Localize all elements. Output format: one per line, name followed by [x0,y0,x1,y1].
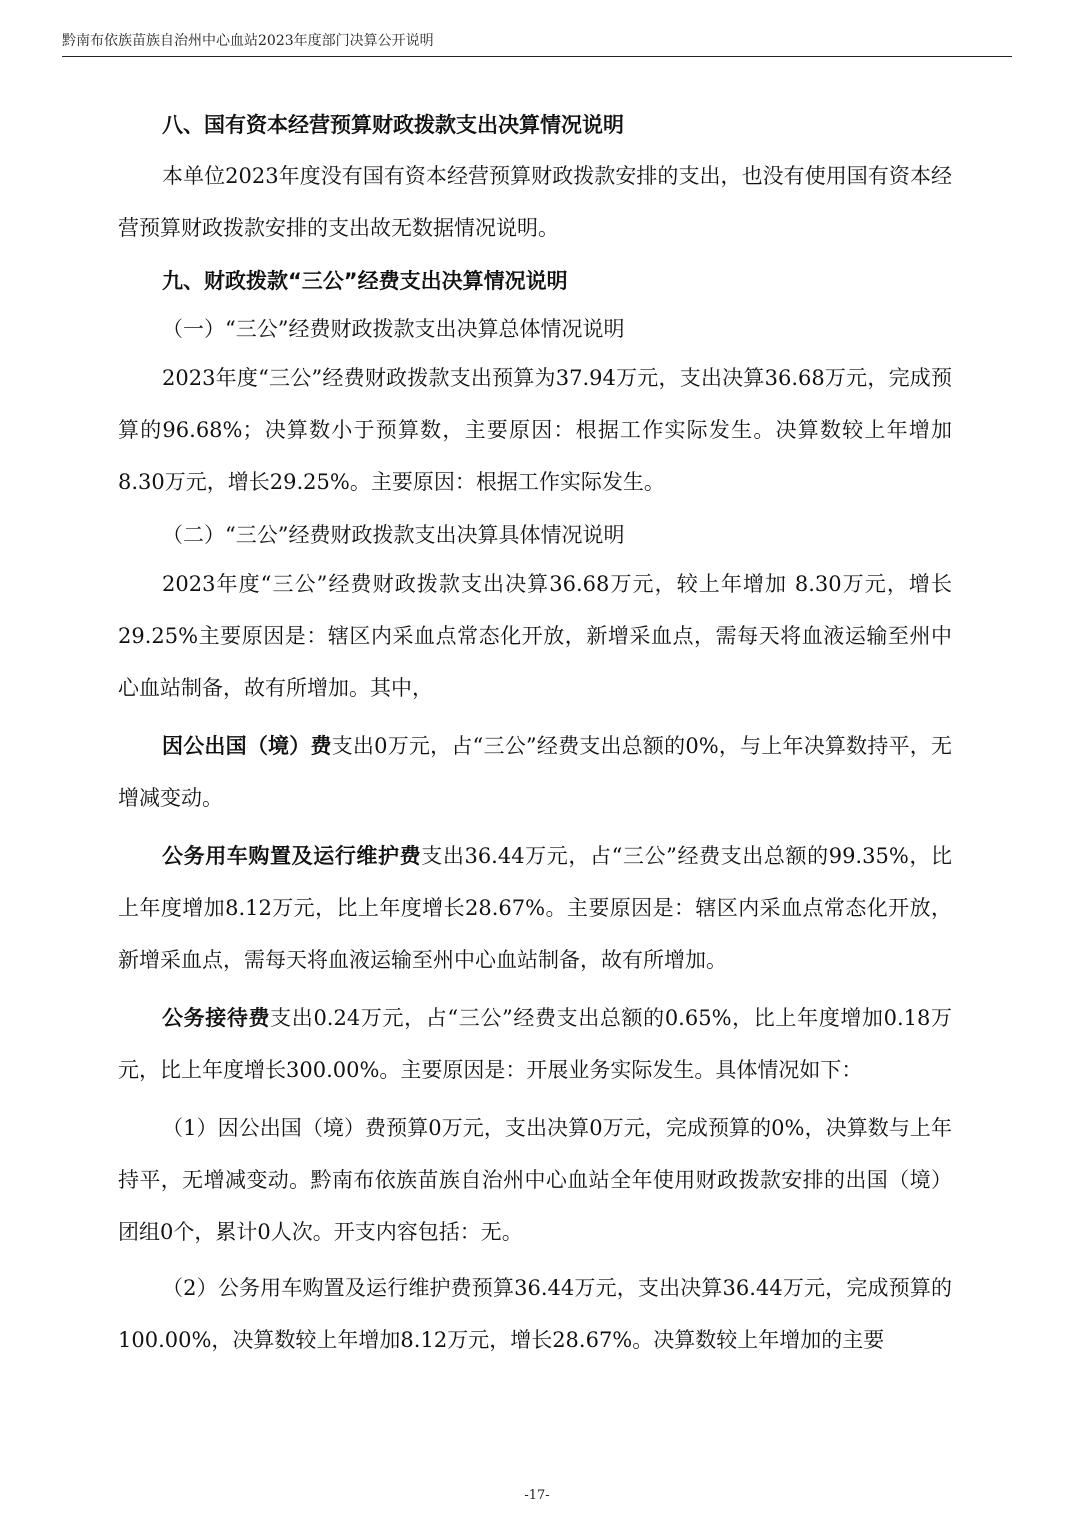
detail-1: （1）因公出国（境）费预算0万元，支出决算0万元，完成预算的0%，决算数与上年持平，无增减变动。黔南布依族苗族自治州中心血站全年使用财政拨款安排的出国（境）团组0个，累计0人次。开支内容包括：无。 [118,1116,952,1244]
page-body [118,102,952,1366]
header-divider [62,56,1012,57]
subsection-1-heading: （一）“三公”经费财政拨款支出决算总体情况说明 [162,317,625,341]
item-reception-lead: 公务接待费 [162,1006,271,1030]
section-8-heading: 八、国有资本经营预算财政拨款支出决算情况说明 [162,113,624,137]
item-reception [118,992,952,1096]
document-header: 黔南布依族苗族自治州中心血站2023年度部门决算公开说明 [62,33,434,49]
subsection-2-heading: （二）“三公”经费财政拨款支出决算具体情况说明 [162,523,625,547]
section-8-body: 本单位2023年度没有国有资本经营预算财政拨款安排的支出，也没有使用国有资本经营预算财政拨款安排的支出故无数据情况说明。 [118,164,952,240]
item-overseas-travel [118,720,952,824]
section-9-heading: 九、财政拨款“三公”经费支出决算情况说明 [162,269,568,293]
item-vehicle-lead: 公务用车购置及运行维护费 [162,844,422,868]
item-vehicle [118,830,952,986]
item-vehicle-text: 支出36.44万元，占“三公”经费支出总额的99.35%，比上年度增加8.12万元，比上年度增长28.67%。主要原因是：辖区内采血点常态化开放，新增采血点，需每天将血液运输至州中心血站制备，故有所增加。 [118,844,952,972]
detail-2: （2）公务用车购置及运行维护费预算36.44万元，支出决算36.44万元，完成预算的100.00%，决算数较上年增加8.12万元，增长28.67%。决算数较上年增加的主要 [118,1276,952,1352]
item-overseas-travel-lead: 因公出国（境）费 [162,734,332,758]
item-reception-text: 支出0.24万元，占“三公”经费支出总额的0.65%，比上年度增加0.18万元，比上年度增长300.00%。主要原因是：开展业务实际发生。具体情况如下： [118,1006,952,1082]
page-number: -17- [524,1488,550,1503]
subsection-1-body: 2023年度“三公”经费财政拨款支出预算为37.94万元，支出决算36.68万元，完成预算的96.68%；决算数小于预算数，主要原因：根据工作实际发生。决算数较上年增加8.30万元，增长29.25%。主要原因：根据工作实际发生。 [118,366,952,494]
subsection-2-body: 2023年度“三公”经费财政拨款支出决算36.68万元，较上年增加 8.30万元，增长 29.25%主要原因是：辖区内采血点常态化开放，新增采血点，需每天将血液运输至州中心血站制备，故有所增加。其中， [118,572,952,700]
item-overseas-travel-text: 支出0万元，占“三公”经费支出总额的0%，与上年决算数持平，无增减变动。 [118,734,952,810]
